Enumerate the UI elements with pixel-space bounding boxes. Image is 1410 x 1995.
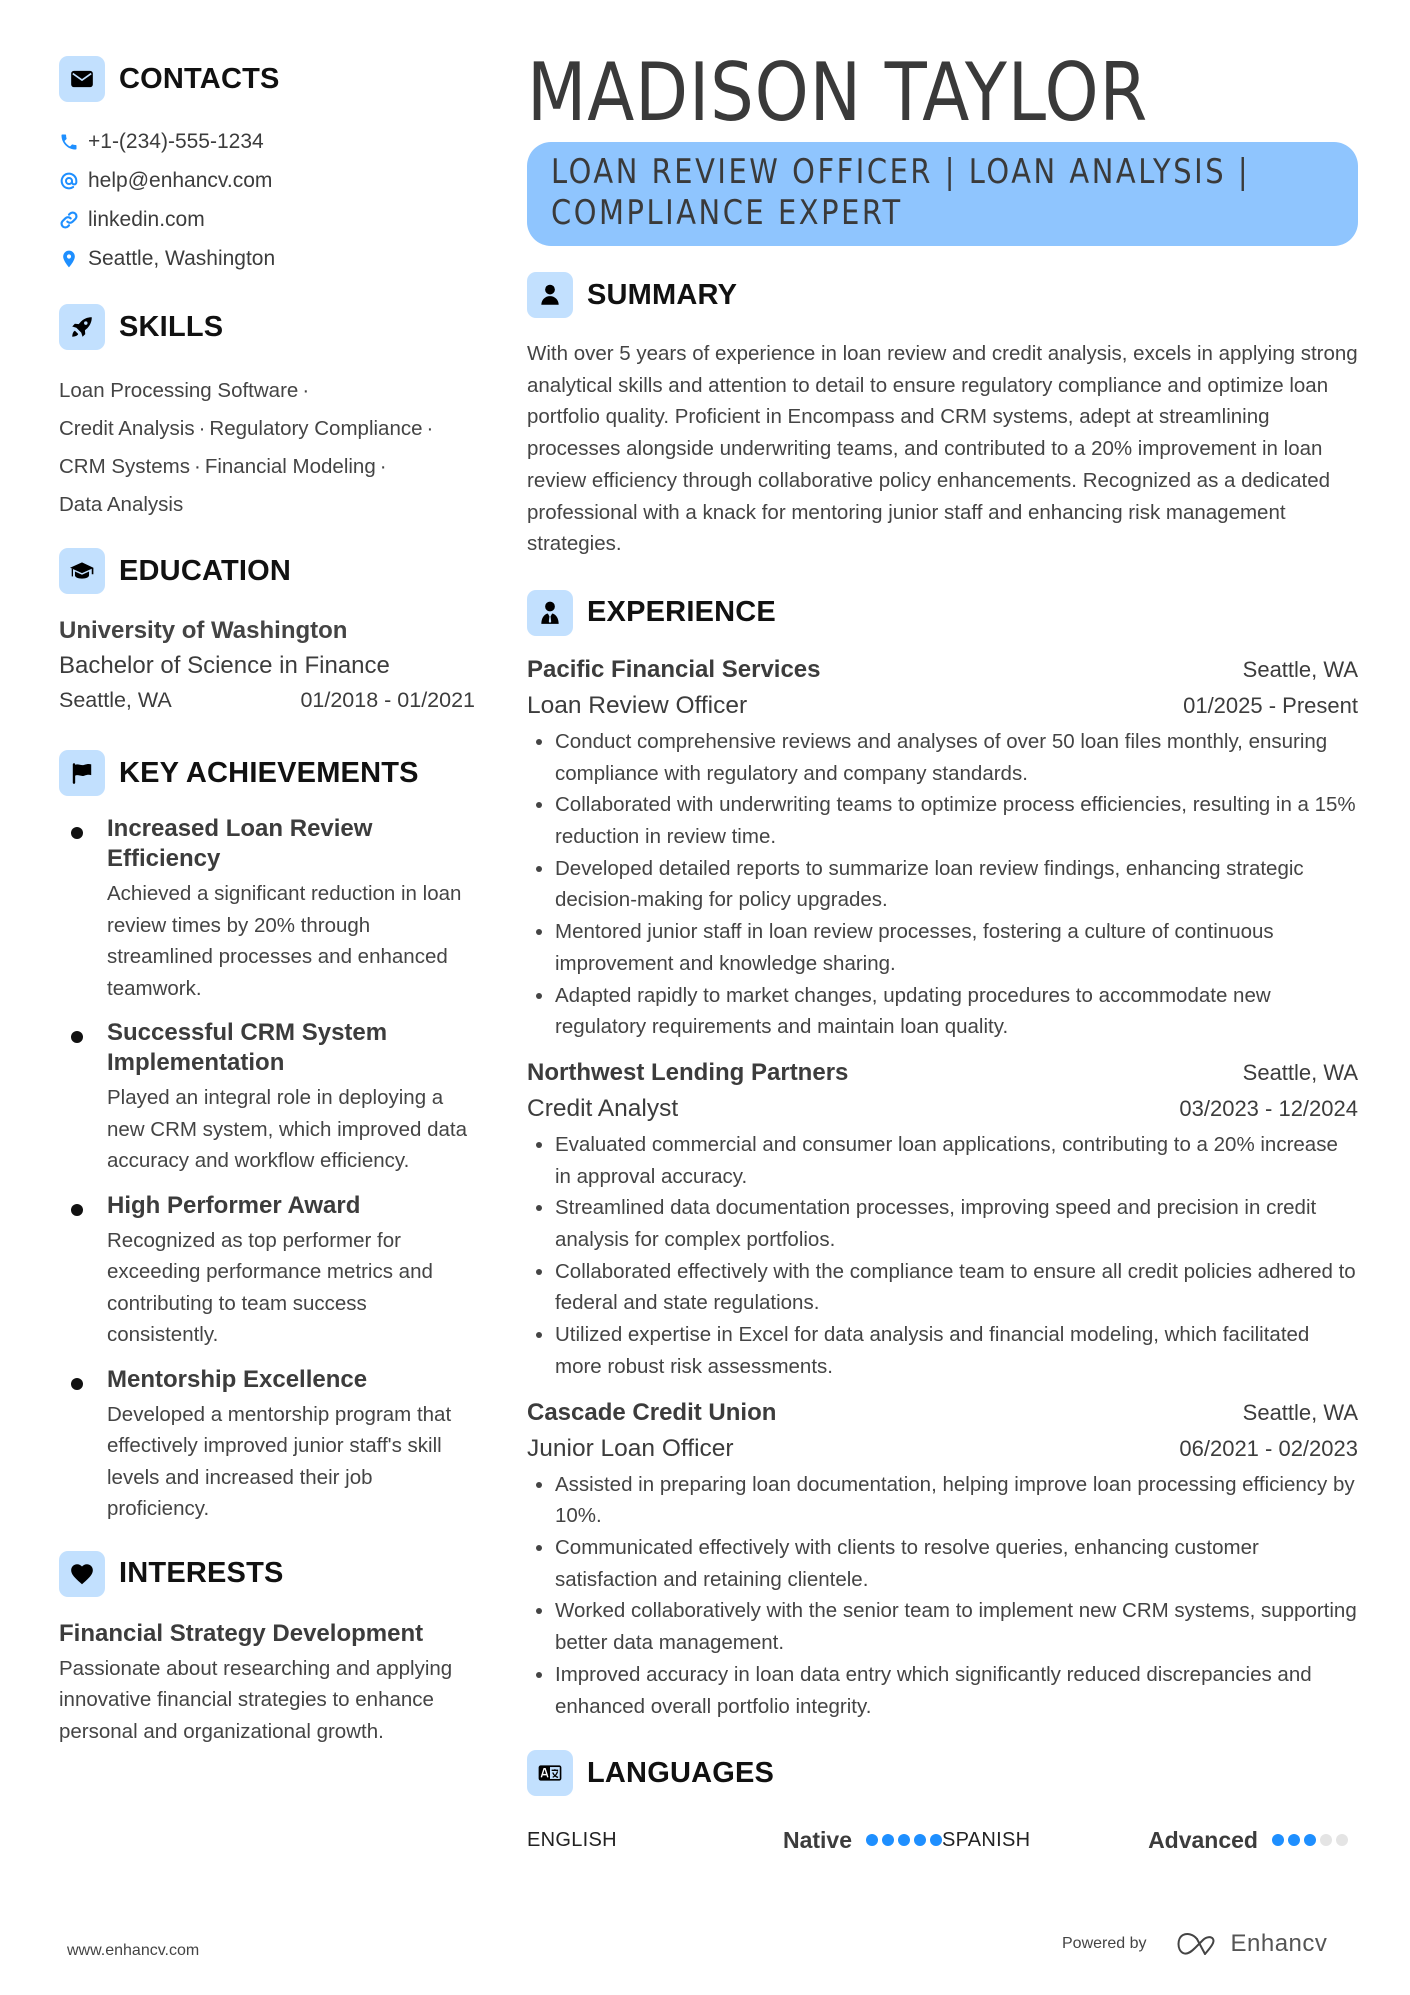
- location-value: Seattle, Washington: [88, 246, 276, 270]
- language-level: Advanced: [1148, 1826, 1258, 1853]
- bullet-icon: [71, 1031, 83, 1043]
- right-column: [527, 48, 1358, 1860]
- section-title: EDUCATION: [119, 554, 292, 587]
- proficiency-dots: [1272, 1834, 1348, 1846]
- job-title: Credit Analyst: [527, 1094, 679, 1122]
- job-location: Seattle, WA: [1242, 1059, 1358, 1085]
- dot-filled-icon: [930, 1834, 942, 1846]
- graduation-cap-icon: [59, 548, 105, 594]
- section-title: INTERESTS: [119, 1557, 284, 1589]
- job-title: Junior Loan Officer: [527, 1434, 734, 1462]
- job-bullet: Mentored junior staff in loan review processes, fostering a culture of continuous improvement and knowledge sharing.: [527, 916, 1358, 979]
- heart-icon: [59, 1551, 105, 1597]
- section-title: SUMMARY: [587, 278, 738, 311]
- skill-separator: ·: [193, 455, 201, 478]
- skill-separator: ·: [198, 417, 206, 440]
- skill-separator: ·: [302, 379, 310, 402]
- skill-separator: ·: [379, 455, 387, 478]
- job-subheader: [527, 688, 1358, 724]
- skill-tag: Financial Modeling: [204, 455, 376, 478]
- school-name: University of Washington: [59, 617, 348, 644]
- user-icon: [527, 272, 573, 318]
- summary-text: With over 5 years of experience in loan review and credit analysis, excels in applying strong analytical skills and attention to detail to ensure regulatory compliance and optimize loan portfolio quality. Proficient in Encompass and CRM systems, adept at streamlining processes alongside underwriting teams, and contributed to a 20% improvement in loan review efficiency through collaborative policy enhancements. Recognized as a dedicated professional with a knack for mentoring junior staff and enhancing risk management strategies.: [527, 342, 1358, 556]
- job-bullet: Conduct comprehensive reviews and analyses of over 50 loan files monthly, ensuring compliance with regulatory and company standards.: [527, 726, 1358, 789]
- skill-tag: Loan Processing Software: [59, 379, 299, 402]
- job-header: [527, 1055, 1358, 1091]
- achievement-description: Recognized as top performer for exceeding performance metrics and contributing to team success consistently.: [107, 1228, 433, 1346]
- headline-box: [527, 142, 1358, 246]
- dot-empty-icon: [1320, 1834, 1332, 1846]
- candidate-name: MADISON TAYLOR: [527, 46, 1149, 139]
- language-level: Native: [782, 1826, 852, 1853]
- contact-phone[interactable]: [59, 122, 479, 161]
- job-dates: 01/2025 - Present: [1183, 692, 1358, 718]
- job-dates: 06/2021 - 02/2023: [1179, 1435, 1358, 1461]
- language-name: SPANISH: [942, 1828, 1031, 1851]
- job-location: Seattle, WA: [1242, 1399, 1358, 1425]
- achievements-header: [59, 750, 479, 796]
- achievement-title: Increased Loan Review Efficiency: [107, 815, 373, 872]
- achievement-item: [59, 1365, 479, 1525]
- job-title: Loan Review Officer: [527, 691, 748, 719]
- section-title: CONTACTS: [119, 62, 280, 95]
- education-meta: [59, 684, 475, 716]
- interest-description: Passionate about researching and applying innovative financial strategies to enhance personal and organizational growth.: [59, 1656, 453, 1743]
- at-icon: [59, 171, 79, 191]
- section-title: LANGUAGES: [587, 1756, 775, 1789]
- experience-section: [527, 590, 1358, 1722]
- achievement-description: Played an integral role in deploying a new CRM system, which improved data accuracy and workflow efficiency.: [107, 1086, 468, 1172]
- interest-title: Financial Strategy Development: [59, 1619, 424, 1647]
- skill-tag: Data Analysis: [59, 493, 184, 516]
- job-subheader: [527, 1431, 1358, 1467]
- dot-filled-icon: [1288, 1834, 1300, 1846]
- job-bullet: Improved accuracy in loan data entry which significantly reduced discrepancies and enhanced overall portfolio integrity.: [527, 1659, 1358, 1722]
- email-value: help@enhancv.com: [88, 168, 273, 192]
- job-dates: 03/2023 - 12/2024: [1179, 1095, 1358, 1121]
- language-item: [942, 1827, 1357, 1854]
- languages-section: [527, 1750, 1358, 1860]
- education-entry: [59, 614, 479, 716]
- contacts-header: [59, 56, 479, 102]
- dot-filled-icon: [882, 1834, 894, 1846]
- dot-filled-icon: [1304, 1834, 1316, 1846]
- contact-list: [59, 122, 479, 278]
- job-bullets: [527, 726, 1358, 1043]
- link-icon: [59, 210, 79, 230]
- skill-tag: Credit Analysis: [59, 417, 195, 440]
- contact-email[interactable]: [59, 161, 479, 200]
- dot-filled-icon: [898, 1834, 910, 1846]
- interests-header: [59, 1551, 479, 1597]
- dot-filled-icon: [914, 1834, 926, 1846]
- job-bullets: [527, 1469, 1358, 1723]
- contact-location: [59, 239, 479, 278]
- languages-list: [527, 1820, 1358, 1860]
- education-header: [59, 548, 479, 594]
- company-name: Northwest Lending Partners: [527, 1058, 849, 1086]
- achievement-item: [59, 1191, 479, 1351]
- summary-section: [527, 272, 1358, 560]
- job-location: Seattle, WA: [1242, 656, 1358, 682]
- languages-header: [527, 1750, 1358, 1796]
- achievement-description: Achieved a significant reduction in loan review times by 20% through streamlined processes and enhanced teamwork.: [107, 882, 462, 1000]
- language-item: [527, 1827, 942, 1854]
- interests-section: [59, 1551, 479, 1748]
- achievement-item: [59, 1018, 479, 1177]
- job-bullet: Utilized expertise in Excel for data analysis and financial modeling, which facilitated more robust risk assessments.: [527, 1319, 1358, 1382]
- education-location: Seattle, WA: [59, 688, 172, 712]
- achievements-section: [59, 750, 479, 1525]
- linkedin-value: linkedin.com: [88, 207, 205, 231]
- job-header: [527, 652, 1358, 688]
- job-entry: [527, 1055, 1358, 1383]
- degree: Bachelor of Science in Finance: [59, 652, 390, 679]
- job-bullet: Collaborated effectively with the compliance team to ensure all credit policies adhered to federal and state regulations.: [527, 1256, 1358, 1319]
- education-dates: 01/2018 - 01/2021: [300, 688, 475, 712]
- achievement-description: Developed a mentorship program that effectively improved junior staff's skill levels and increased their job proficiency.: [107, 1402, 452, 1520]
- education-section: [59, 548, 479, 716]
- company-name: Cascade Credit Union: [527, 1398, 777, 1426]
- footer-website[interactable]: www.enhancv.com: [67, 1942, 200, 1959]
- section-title: SKILLS: [119, 310, 224, 343]
- job-bullet: Communicated effectively with clients to resolve queries, enhancing customer satisfaction and retaining clientele.: [527, 1532, 1358, 1595]
- interest-item: [59, 1617, 479, 1748]
- phone-value: +1-(234)-555-1234: [88, 129, 264, 153]
- dot-empty-icon: [1336, 1834, 1348, 1846]
- bullet-icon: [71, 827, 83, 839]
- bullet-icon: [71, 1204, 83, 1216]
- skills-header: [59, 304, 479, 350]
- skill-tag: Regulatory Compliance: [209, 417, 423, 440]
- enhancv-logo-icon: [1173, 1931, 1219, 1957]
- job-entry: [527, 652, 1358, 1043]
- contact-linkedin[interactable]: [59, 200, 479, 239]
- section-title: EXPERIENCE: [587, 596, 776, 629]
- job-header: [527, 1395, 1358, 1431]
- dot-filled-icon: [866, 1834, 878, 1846]
- job-bullet: Collaborated with underwriting teams to optimize process efficiencies, resulting in a 15% reduction in review time.: [527, 789, 1358, 852]
- phone-icon: [59, 132, 79, 152]
- job-bullet: Assisted in preparing loan documentation, helping improve loan processing efficiency by 10%.: [527, 1469, 1358, 1532]
- job-subheader: [527, 1091, 1358, 1127]
- summary-header: [527, 272, 1358, 318]
- skills-list: [59, 372, 479, 524]
- job-bullet: Streamlined data documentation processes, improving speed and precision in credit analysis for complex portfolios.: [527, 1192, 1358, 1255]
- language-name: ENGLISH: [527, 1828, 617, 1851]
- achievement-item: [59, 814, 479, 1004]
- flag-icon: [59, 750, 105, 796]
- brand-name: Enhancv: [1230, 1930, 1328, 1957]
- job-bullet: Worked collaboratively with the senior team to implement new CRM systems, supporting better data management.: [527, 1595, 1358, 1658]
- powered-by-label: Powered by: [1062, 1935, 1147, 1952]
- job-bullets: [527, 1129, 1358, 1383]
- achievements-list: [59, 814, 479, 1525]
- dot-filled-icon: [1272, 1834, 1284, 1846]
- achievement-title: Successful CRM System Implementation: [107, 1019, 388, 1076]
- job-entry: [527, 1395, 1358, 1723]
- contacts-section: [59, 56, 479, 278]
- company-name: Pacific Financial Services: [527, 655, 821, 683]
- user-tie-icon: [527, 590, 573, 636]
- proficiency-dots: [866, 1834, 942, 1846]
- rocket-icon: [59, 304, 105, 350]
- achievement-title: Mentorship Excellence: [107, 1365, 368, 1393]
- location-pin-icon: [59, 249, 79, 269]
- achievement-title: High Performer Award: [107, 1191, 361, 1219]
- skill-separator: ·: [426, 417, 434, 440]
- left-column: [59, 56, 479, 1747]
- envelope-icon: [59, 56, 105, 102]
- job-bullet: Evaluated commercial and consumer loan applications, contributing to a 20% increase in approval accuracy.: [527, 1129, 1358, 1192]
- job-bullet: Developed detailed reports to summarize loan review findings, enhancing strategic decision-making for policy upgrades.: [527, 853, 1358, 916]
- headline: LOAN REVIEW OFFICER | LOAN ANALYSIS | COMPLIANCE EXPERT: [551, 152, 1251, 233]
- skills-section: [59, 304, 479, 524]
- job-bullet: Adapted rapidly to market changes, updating procedures to accommodate new regulatory requirements and maintain loan quality.: [527, 980, 1358, 1043]
- section-title: KEY ACHIEVEMENTS: [119, 756, 419, 789]
- footer-branding: [1062, 1930, 1327, 1958]
- bullet-icon: [71, 1378, 83, 1390]
- translate-icon: [527, 1750, 573, 1796]
- skill-tag: CRM Systems: [59, 455, 190, 478]
- experience-header: [527, 590, 1358, 636]
